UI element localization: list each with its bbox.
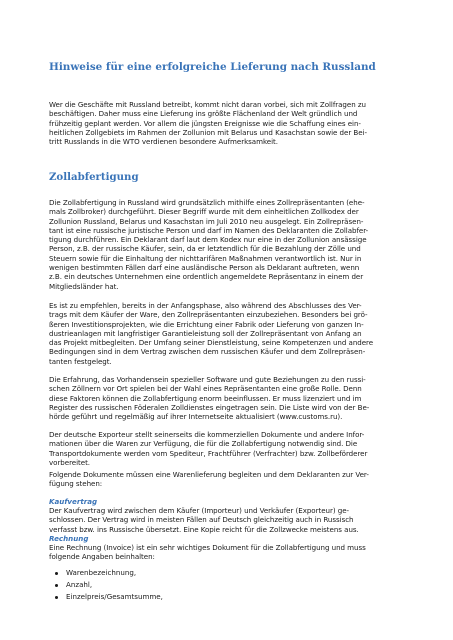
text-line: Die Erfahrung, das Vorhandensein spezieller Software und gute Beziehungen zu den russi- <box>49 375 366 384</box>
text-line: z.B. ein deutsches Unternehmen eine ordentlich angemeldete Repräsentanz in einem der <box>49 272 364 282</box>
intro-paragraph <box>49 100 414 146</box>
text-line: trags mit dem Käufer der Ware, den Zollrepräsentanten einzubeziehen. Besonders bei grö- <box>49 310 368 320</box>
text-line: wenigen bestimmten Fällen darf eine ausländische Person als Deklarant auftreten, wenn <box>49 263 360 273</box>
bullet-icon <box>55 596 58 599</box>
list-item-text: Warenbezeichnung, <box>66 568 137 577</box>
text-line: Eine Rechnung (Invoice) ist ein sehr wichtiges Dokument für die Zollabfertigung und muss <box>49 543 366 552</box>
text-line: dustrieanlagen mit langfristiger Garantieleistung soll der Zollrepräsentant von Anfang an <box>49 328 362 338</box>
bullet-icon <box>55 572 58 575</box>
text-line: tant ist eine russische juristische Person und darf im Namen des Deklaranten die Zollabfer- <box>49 225 369 235</box>
text-line: ßeren Investitionsprojekten, wie die Errichtung einer Fabrik oder Lieferung von ganzen In- <box>49 319 364 329</box>
text-line: beschäftigen. Daher muss eine Lieferung ins größte Flächenland der Welt gründlich und <box>49 109 358 119</box>
bullet-list <box>49 567 414 604</box>
text-line: schlossen. Der Vertrag wird in meisten Fällen auf Deutsch gleichzeitig auch in Russisch <box>49 515 354 525</box>
subheading-rechnung: Rechnung <box>49 534 89 543</box>
text-line: verfasst bzw. ins Russische übersetzt. Eine Kopie reicht für die Zollzwecke meistens aus. <box>49 524 359 534</box>
list-item-text: Einzelpreis/Gesamtsumme, <box>66 592 163 602</box>
paragraph-rechnung <box>49 543 414 562</box>
page-title: Hinweise für eine erfolgreiche Lieferung nach Russland <box>49 61 376 73</box>
text-line: Steuern sowie für die Einhaltung der nichttarifären Maßnahmen verantwortlich ist. Nur in <box>49 253 362 263</box>
list-item <box>49 579 414 591</box>
text-line: Mitgliedsländer hat. <box>49 281 119 291</box>
text-line: Der Kaufvertrag wird zwischen dem Käufer (Importeur) und Verkäufer (Exporteur) ge- <box>49 506 350 515</box>
text-line: Bedingungen sind in dem Vertrag zwischen dem russischen Käufer und dem Zollrepräsen- <box>49 347 366 357</box>
text-line: Wer die Geschäfte mit Russland betreibt, kommt nicht daran vorbei, sich mit Zollfragen zu <box>49 100 366 109</box>
text-line: fügung stehen: <box>49 479 103 489</box>
bullet-icon <box>55 584 58 587</box>
paragraph-kaufvertrag <box>49 506 414 534</box>
text-line: tritt Russlands in die WTO verdienen besondere Aufmerksamkeit. <box>49 137 278 147</box>
text-line: Es ist zu empfehlen, bereits in der Anfangsphase, also während des Abschlusses des Ver- <box>49 301 362 310</box>
text-line: tanten festgelegt. <box>49 356 112 366</box>
paragraph-erfahrung <box>49 375 414 421</box>
text-line: Zollunion Russland, Belarus und Kasachstan im Juli 2010 neu ausgelegt. Ein Zollrepräsen- <box>49 216 364 226</box>
text-line: schen Zöllnern vor Ort spielen bei der Wahl eines Repräsentanten eine große Rolle. Denn <box>49 384 362 394</box>
text-line: frühzeitig geplant werden. Vor allem die jüngsten Ereignisse wie die Schaffung eines ein- <box>49 118 361 128</box>
paragraph-exporteur <box>49 430 414 467</box>
list-item <box>49 591 414 603</box>
text-line: mationen über die Waren zur Verfügung, die für die Zollabfertigung notwendig sind. Die <box>49 439 358 449</box>
list-item-text: Anzahl, <box>66 580 93 590</box>
text-line: Die Zollabfertigung in Russland wird grundsätzlich mithilfe eines Zollrepräsentanten (ehe- <box>49 198 365 207</box>
paragraph-zollrepraesentant <box>49 198 414 291</box>
text-line: folgende Angaben beinhalten: <box>49 552 155 562</box>
text-line: heitlichen Zollgebiets im Rahmen der Zollunion mit Belarus und Kasachstan sowie der Bei- <box>49 127 367 137</box>
text-line: Person, z.B. der russische Käufer, sein, da er letztendlich für die Bezahlung der Zölle und <box>49 244 361 254</box>
text-line: Register des russischen Föderalen Zolldienstes eingetragen sein. Die Liste wird von der Be- <box>49 402 370 412</box>
text-line: mals Zollbroker) durchgeführt. Dieser Begriff wurde mit dem einheitlichen Zollkodex der <box>49 207 359 217</box>
text-line: hörde geführt und regelmäßig auf ihrer Internetseite aktualisiert (www.customs.ru). <box>49 412 343 422</box>
text-line: Der deutsche Exporteur stellt seinerseits die kommerziellen Dokumente und andere Infor- <box>49 430 365 439</box>
section-title: Zollabfertigung <box>49 171 139 183</box>
text-line: vorbereitet. <box>49 457 90 467</box>
list-item <box>49 567 414 579</box>
paragraph-dokumente <box>49 470 414 489</box>
paragraph-empfehlung <box>49 301 414 366</box>
text-line: das Projekt mitbegleiten. Der Umfang seiner Dienstleistung, seine Kompetenzen und andere <box>49 338 374 348</box>
subheading-kaufvertrag: Kaufvertrag <box>49 497 98 506</box>
text-line: Folgende Dokumente müssen eine Warenlieferung begleiten und dem Deklaranten zur Ver- <box>49 470 369 479</box>
text-line: Transportdokumente werden vom Spediteur, Frachtführer (Verfrachter) bzw. Zollbeförderer <box>49 448 368 458</box>
text-line: tigung durchführen. Ein Deklarant darf laut dem Kodex nur eine in der Zollunion ansässige <box>49 235 367 245</box>
text-line: diese Faktoren können die Zollabfertigung enorm beeinflussen. Er muss lizenziert und im <box>49 393 362 403</box>
